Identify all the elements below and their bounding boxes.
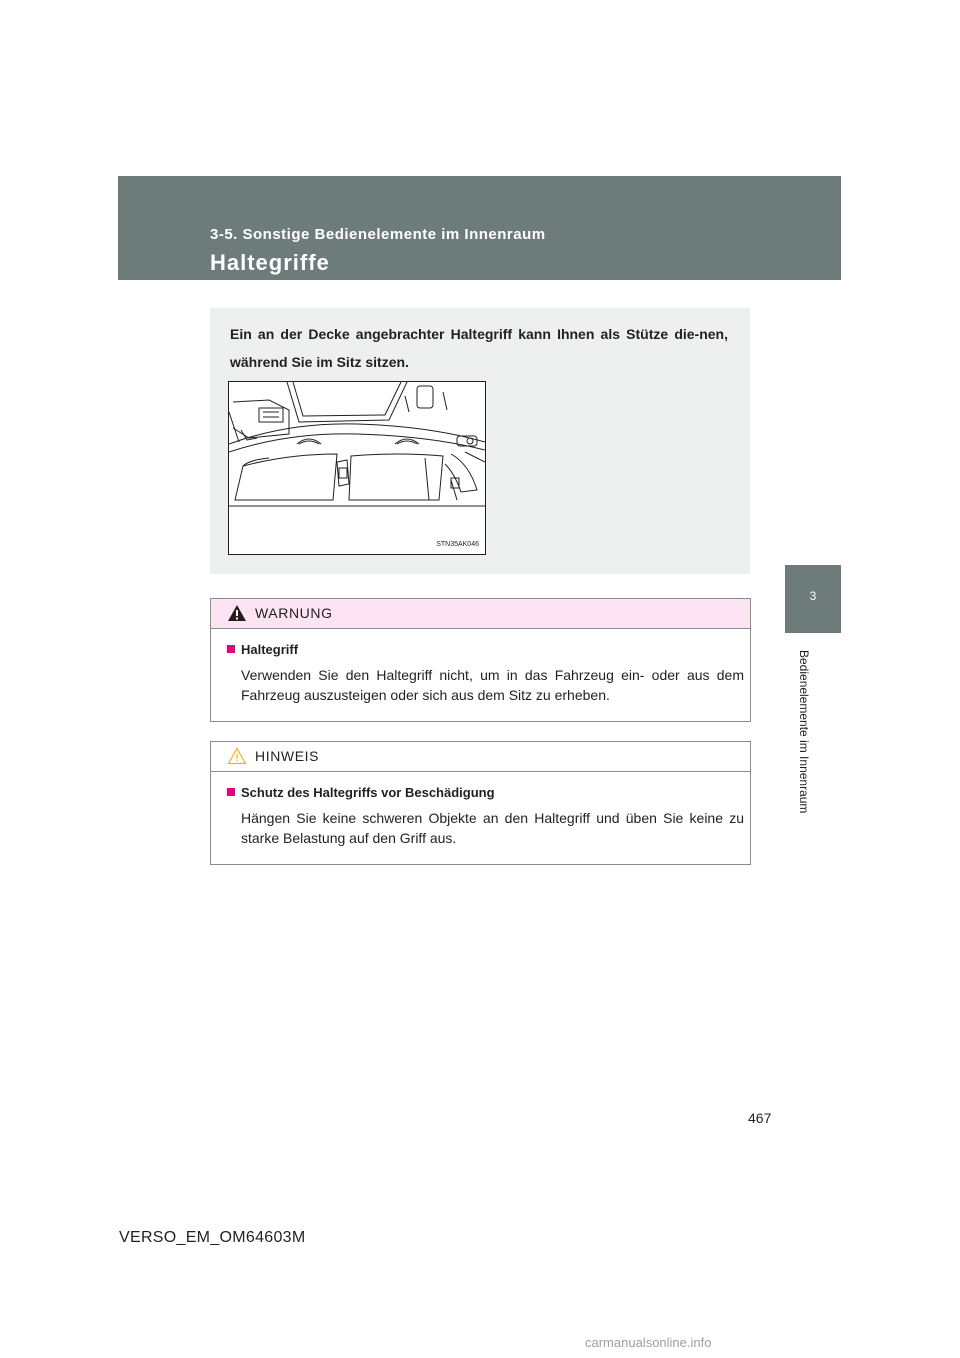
- bullet-square-icon: [227, 645, 235, 653]
- chapter-side-text: Bedienelemente im Innenraum: [797, 650, 811, 814]
- note-head: [211, 742, 750, 772]
- note-item-body: Hängen Sie keine schweren Objekte an den Haltegriff und üben Sie keine zu starke Belastung auf den Griff aus.: [241, 810, 744, 846]
- watermark: carmanualsonline.info: [585, 1335, 712, 1350]
- warning-head: [211, 599, 750, 629]
- bullet-square-icon: [227, 788, 235, 796]
- interior-illustration: [228, 381, 486, 555]
- warning-box: [210, 598, 751, 722]
- note-box: [210, 741, 751, 865]
- warning-item-title: [227, 642, 298, 657]
- figure-code: STN35AK046: [436, 541, 479, 548]
- chapter-tab: [785, 565, 841, 633]
- page-title: Haltegriffe: [210, 250, 330, 275]
- note-item-title: [227, 785, 495, 800]
- warning-label: WARNUNG: [255, 605, 333, 621]
- caution-triangle-icon: [227, 747, 247, 765]
- warning-item-title-text: Haltegriff: [241, 642, 299, 657]
- section-label: 3-5. Sonstige Bedienelemente im Innenraum: [210, 226, 546, 243]
- note-item-title-text: Schutz des Haltegriffs vor Beschädigung: [241, 785, 495, 800]
- chapter-number: 3: [809, 589, 817, 603]
- intro-text: Ein an der Decke angebrachter Haltegriff kann Ihnen als Stütze die-nen, während Sie im Sitz sitzen.: [230, 326, 728, 370]
- page-number: 467: [748, 1110, 772, 1126]
- header-band: [118, 176, 841, 280]
- warning-item-body: Verwenden Sie den Haltegriff nicht, um in das Fahrzeug ein- oder aus dem Fahrzeug auszusteigen oder sich aus dem Sitz zu erheben.: [241, 667, 744, 703]
- document-code: VERSO_EM_OM64603M: [119, 1229, 306, 1246]
- note-label: HINWEIS: [255, 748, 320, 764]
- warning-triangle-icon: [227, 604, 247, 622]
- ceiling-grab-handle-drawing: [229, 382, 485, 554]
- chapter-side-label: [784, 650, 824, 850]
- intro-box: [210, 308, 750, 574]
